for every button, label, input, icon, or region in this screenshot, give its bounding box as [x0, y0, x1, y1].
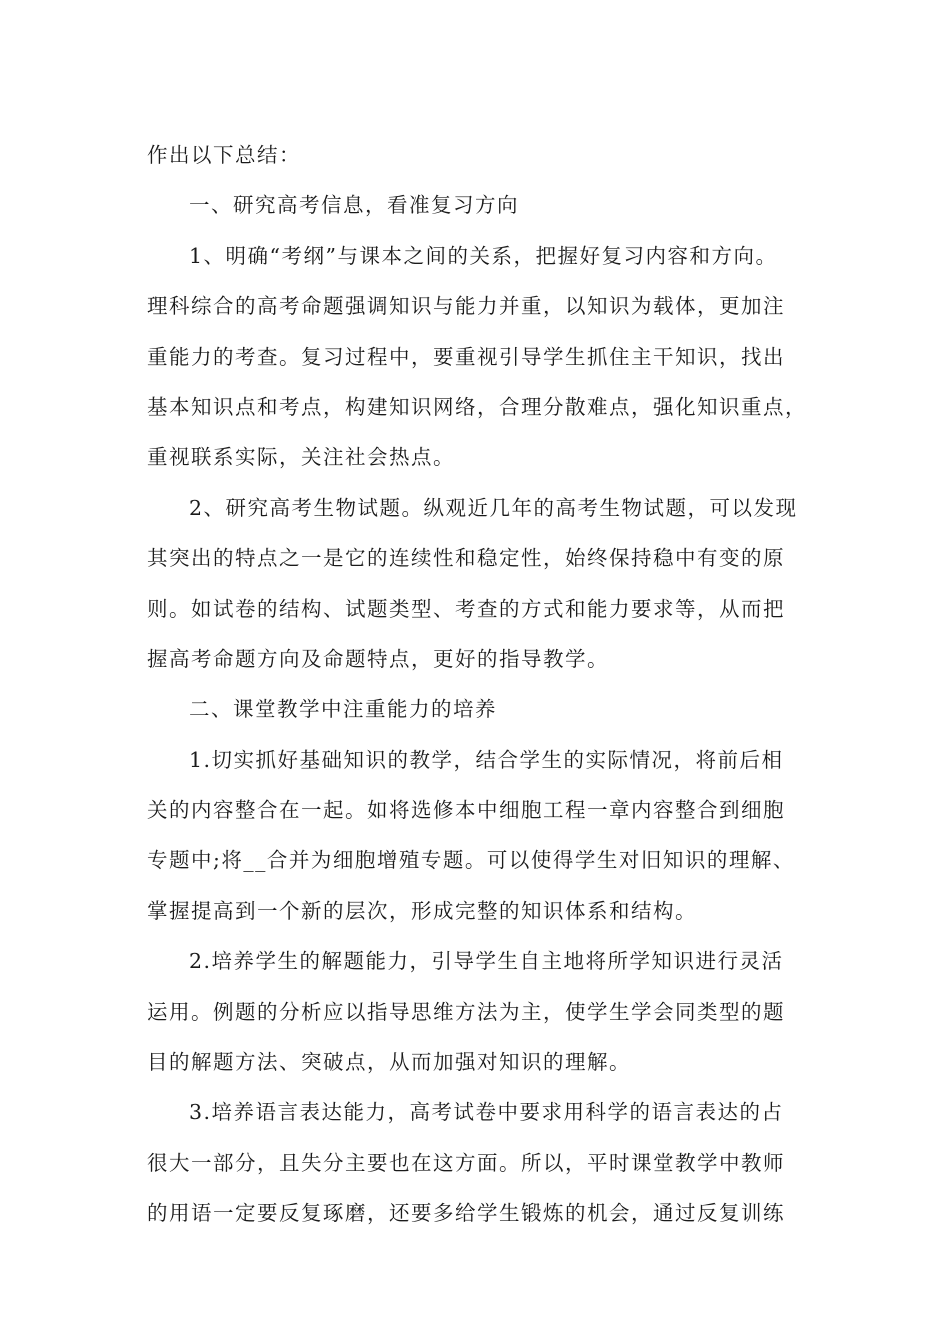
- text-line: 重视联系实际，关注社会热点。: [147, 445, 455, 470]
- text-line: 握高考命题方向及命题特点，更好的指导教学。: [147, 646, 609, 671]
- text-line: 1.切实抓好基础知识的教学，结合学生的实际情况，将前后相: [189, 747, 784, 772]
- text-line: 2.培养学生的解题能力，引导学生自主地将所学知识进行灵活: [189, 949, 784, 974]
- text-line: 2、研究高考生物试题。纵观近几年的高考生物试题，可以发现: [189, 495, 798, 520]
- text-line: 1、明确“考纲”与课本之间的关系，把握好复习内容和方向。: [189, 243, 778, 268]
- text-line: 运用。例题的分析应以指导思维方法为主，使学生学会同类型的题: [147, 999, 785, 1024]
- text-line: 的用语一定要反复琢磨，还要多给学生锻炼的机会，通过反复训练: [147, 1201, 785, 1226]
- section-heading: 二、课堂教学中注重能力的培养: [189, 697, 497, 722]
- text-line: 专题中;将__合并为细胞增殖专题。可以使得学生对旧知识的理解、: [147, 848, 795, 873]
- text-line: 基本知识点和考点，构建知识网络，合理分散难点，强化知识重点，: [147, 394, 807, 419]
- text-line: 3.培养语言表达能力，高考试卷中要求用科学的语言表达的占: [189, 1100, 784, 1125]
- section-heading: 一、研究高考信息，看准复习方向: [189, 193, 519, 218]
- text-line: 其突出的特点之一是它的连续性和稳定性，始终保持稳中有变的原: [147, 546, 785, 571]
- text-line: 目的解题方法、突破点，从而加强对知识的理解。: [147, 1050, 631, 1075]
- text-line: 关的内容整合在一起。如将选修本中细胞工程一章内容整合到细胞: [147, 798, 785, 823]
- text-line: 掌握提高到一个新的层次，形成完整的知识体系和结构。: [147, 898, 697, 923]
- document-body: [147, 130, 817, 1239]
- text-line: 作出以下总结：: [147, 143, 301, 167]
- text-line: 则。如试卷的结构、试题类型、考查的方式和能力要求等，从而把: [147, 596, 785, 621]
- text-line: 重能力的考查。复习过程中，要重视引导学生抓住主干知识，找出: [147, 344, 785, 369]
- text-line: 理科综合的高考命题强调知识与能力并重，以知识为载体，更加注: [147, 294, 785, 319]
- text-line: 很大一部分，且失分主要也在这方面。所以，平时课堂教学中教师: [147, 1150, 785, 1175]
